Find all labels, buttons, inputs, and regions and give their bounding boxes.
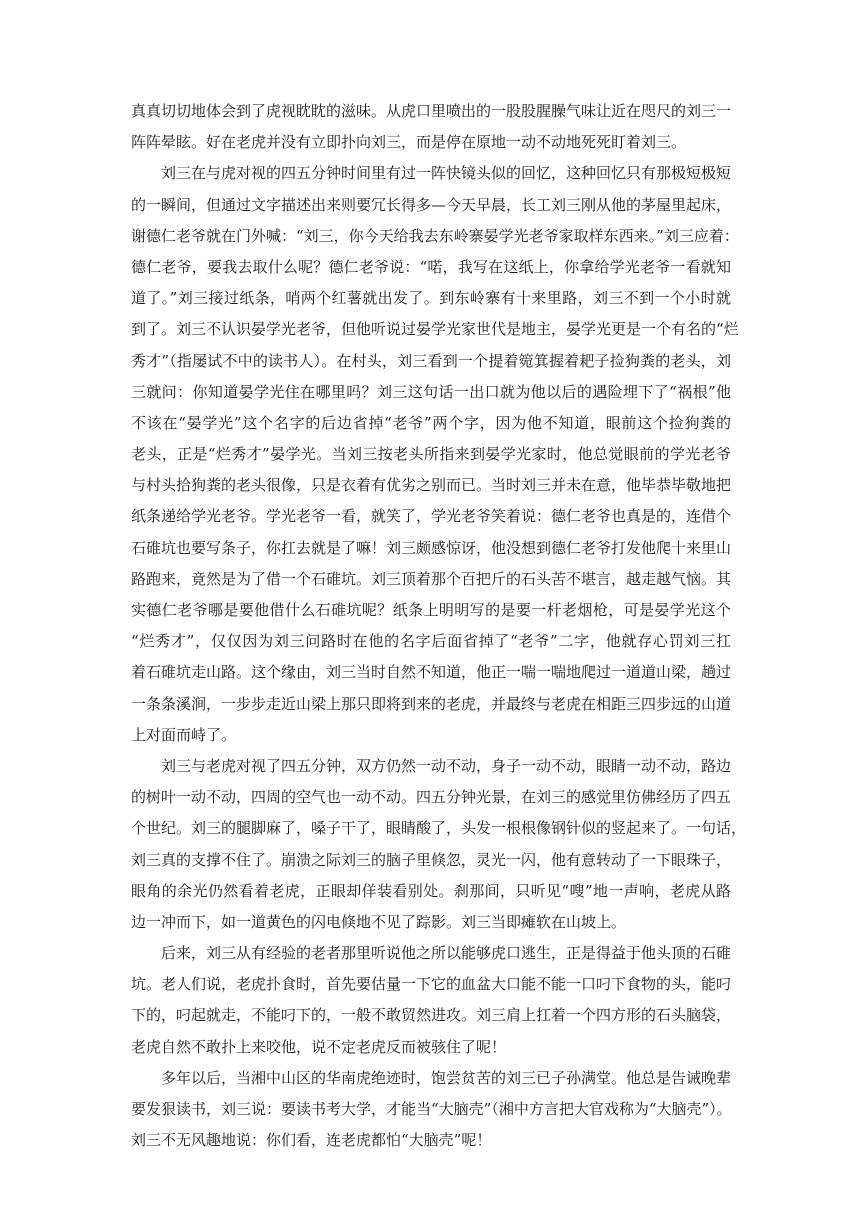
text-line: 石碓坑也要写条子，你扛去就是了嘛！刘三颇感惊讶，他没想到德仁老爷打发他爬十来里山: [131, 538, 732, 557]
text-line: 不该在“晏学光”这个名字的后边省掉“老爷”两个字，因为他不知道，眼前这个捡狗粪的: [131, 413, 731, 432]
text-line: 谢德仁老爷就在门外喊：“刘三，你今天给我去东岭寨晏学光老爷家取样东西来。”刘三应着：: [131, 226, 739, 245]
text-line: 纸条递给学光老爷。学光老爷一看，就笑了，学光老爷笑着说：德仁老爷也真是的，连借个: [131, 507, 732, 526]
text-line: 个世纪。刘三的腿脚麻了，嗓子干了，眼睛酸了，头发一根根像钢针似的竖起来了。一句话，: [131, 819, 747, 838]
paragraph: [131, 938, 731, 1063]
paragraph: [131, 1063, 731, 1157]
text-line: 老头，正是“烂秀才”晏学光。当刘三按老头所指来到晏学光家时，他总觉眼前的学光老爷: [131, 445, 731, 464]
paragraph: [131, 96, 731, 158]
text-line: 多年以后，当湘中山区的华南虎绝迹时，饱尝贫苦的刘三已子孙满堂。他总是告诫晚辈: [161, 1068, 732, 1087]
text-line: 一条条溪涧，一步步走近山梁上那只即将到来的老虎，并最终与老虎在相距三四步远的山道: [131, 694, 732, 713]
text-line: 路跑来，竟然是为了借一个石碓坑。刘三顶着那个百把斤的石头苦不堪言，越走越气恼。其: [131, 569, 732, 588]
text-line: 的树叶一动不动，四周的空气也一动不动。四五分钟光景，在刘三的感觉里仿佛经历了四五: [131, 788, 732, 807]
paragraph: [131, 158, 739, 751]
text-line: 坑。老人们说，老虎扑食时，首先要估量一下它的血盆大口能不能一口叼下食物的头，能叼: [131, 975, 732, 994]
text-line: 眼角的余光仍然看着老虎，正眼却佯装看别处。刹那间，只听见“嗖”地一声响，老虎从路: [131, 881, 731, 900]
text-line: 刘三在与虎对视的四五分钟时间里有过一阵快镜头似的回忆，这种回忆只有那极短极短: [161, 164, 732, 183]
text-line: 德仁老爷，要我去取什么呢？德仁老爷说：“喏，我写在这纸上，你拿给学光老爷一看就知: [131, 257, 731, 276]
text-line: 边一冲而下，如一道黄色的闪电倏地不见了踪影。刘三当即瘫软在山坡上。: [131, 912, 627, 931]
text-line: “烂秀才”，仅仅因为刘三问路时在他的名字后面省掉了“老爷”二字，他就存心罚刘三扛: [131, 632, 731, 651]
text-line: 与村头拾狗粪的老头很像，只是衣着有优劣之别而已。当时刘三并未在意，他毕恭毕敬地把: [131, 476, 732, 495]
document-body: [131, 96, 747, 1156]
text-line: 阵阵晕眩。好在老虎并没有立即扑向刘三，而是停在原地一动不动地死死盯着刘三。: [131, 133, 687, 152]
text-line: 到了。刘三不认识晏学光老爷，但他听说过晏学光家世代是地主，晏学光更是一个有名的“烂: [131, 320, 739, 339]
text-line: 刘三不无风趣地说：你们看，连老虎都怕“大脑壳”呢！: [131, 1131, 492, 1150]
text-line: 实德仁老爷哪是要他借什么石碓坑呢？纸条上明明写的是要一杆老烟枪，可是晏学光这个: [131, 601, 731, 619]
text-line: 老虎自然不敢扑上来咬他，说不定老虎反而被骇住了呢！: [131, 1037, 507, 1056]
text-line: 道了。”刘三接过纸条，哨两个红薯就出发了。到东岭寨有十来里路，刘三不到一个小时就: [131, 289, 731, 308]
text-line: 真真切切地体会到了虎视眈眈的滋味。从虎口里喷出的一股股腥臊气味让近在咫尺的刘三一: [131, 102, 732, 120]
text-line: 秀才”（指屡试不中的读书人）。在村头，刘三看到一个提着箢箕握着耙子捡狗粪的老头，刘: [131, 351, 731, 370]
text-line: 刘三与老虎对视了四五分钟，双方仍然一动不动，身子一动不动，眼睛一动不动，路边: [161, 756, 732, 775]
text-line: 要发狠读书，刘三说：要读书考大学，才能当“大脑壳”（湘中方言把大官戏称为“大脑壳”）。: [131, 1100, 732, 1118]
text-line: 下的，叼起就走，不能叼下的，一般不敢贸然进攻。刘三肩上扛着一个四方形的石头脑袋，: [131, 1006, 732, 1025]
text-line: 三就问：你知道晏学光住在哪里吗？刘三这句话一出口就为他以后的遇险埋下了“祸根”他: [131, 382, 731, 401]
paragraph: [131, 751, 747, 938]
text-line: 刘三真的支撑不住了。崩溃之际刘三的脑子里倏忽，灵光一闪，他有意转动了一下眼珠子，: [131, 850, 732, 869]
text-line: 的一瞬间，但通过文字描述出来则要冗长得多—今天早晨，长工刘三刚从他的茅屋里起床，: [131, 195, 732, 214]
text-line: 上对面而峙了。: [131, 725, 237, 744]
text-line: 着石碓坑走山路。这个缘由，刘三当时自然不知道，他正一喘一喘地爬过一道道山梁，趟过: [131, 663, 732, 682]
text-line: 后来，刘三从有经验的老者那里听说他之所以能够虎口逃生，正是得益于他头顶的石碓: [161, 944, 732, 963]
